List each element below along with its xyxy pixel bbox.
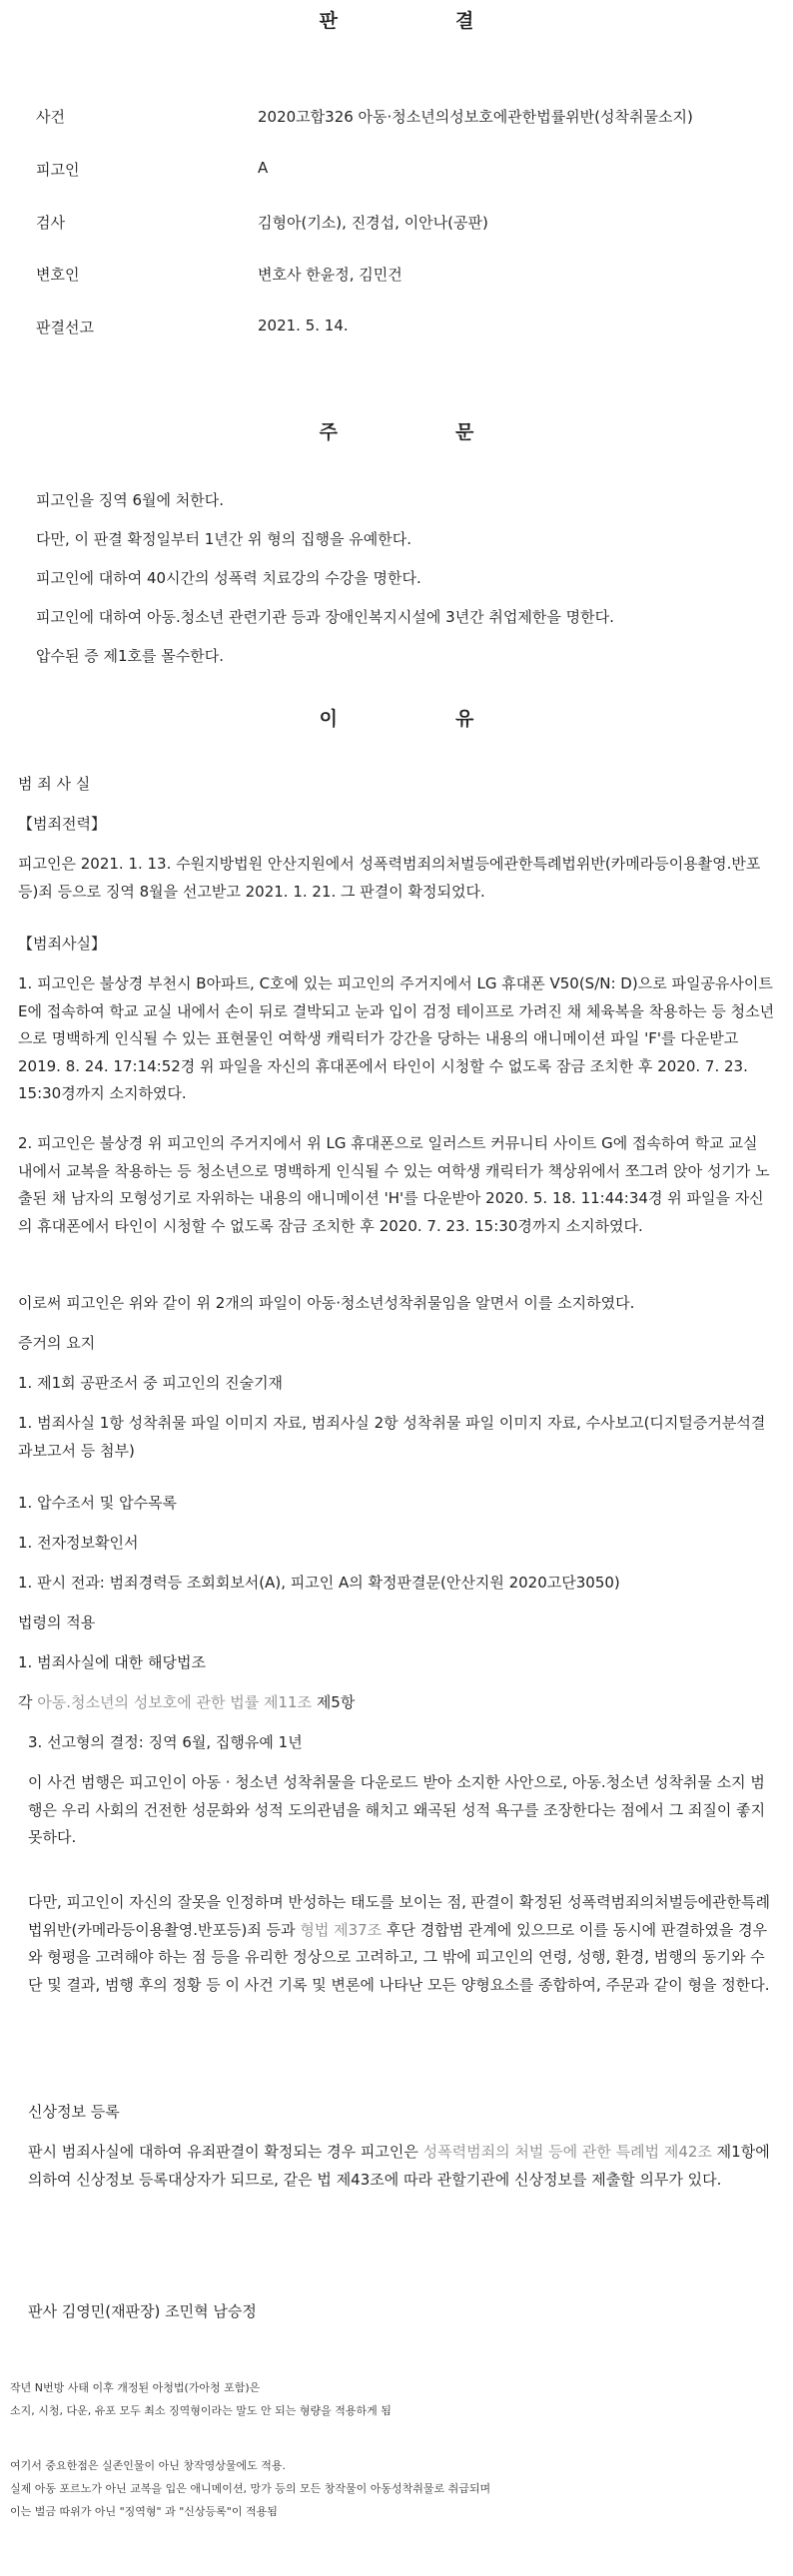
jumun-item: 피고인을 징역 6월에 처한다. — [36, 491, 225, 509]
footnote: 이는 벌금 따위가 아닌 "징역형" 과 "신상등록"이 적용됨 — [10, 2505, 278, 2518]
info-value: 2021. 5. 14. — [258, 317, 349, 334]
law-link[interactable]: 성폭력범죄의 처벌 등에 관한 특례법 제42조 — [422, 2143, 712, 2161]
info-value: 변호사 한윤정, 김민건 — [258, 266, 402, 284]
footnote: 작년 N번방 사태 이후 개정된 아청법(가아청 포함)은 — [10, 2381, 261, 2394]
jumun-item: 피고인에 대하여 아동.청소년 관련기관 등과 장애인복지시설에 3년간 취업제한을 명한다. — [36, 608, 614, 626]
text-fragment: 제5항 — [312, 1693, 356, 1711]
evidence-item: 1. 판시 전과: 범죄경력등 조회회보서(A), 피고인 A의 확정판결문(안산지원 2020고단3050) — [18, 1574, 620, 1592]
text-fragment: 다만, 피고인이 자신의 잘못을 인정하며 반성하는 태도를 보이는 점, 판결이 확정된 성폭력범죄의처벌등에관한특례법위반(카메라등이용촬영.반포등)죄 등과 — [28, 1893, 771, 1939]
paragraph: 이로써 피고인은 위와 같이 위 2개의 파일이 아동·청소년성착취물임을 알면서 이를 소지하였다. — [18, 1294, 635, 1312]
heading-char: 주 — [319, 421, 338, 443]
subsection-label: 【범죄사실】 — [18, 935, 106, 953]
section-label: 법령의 적용 — [18, 1613, 96, 1631]
info-value: 2020고합326 아동·청소년의성보호에관한법률위반(성착취물소지) — [258, 108, 693, 126]
title-char-2: 결 — [455, 10, 474, 32]
title-char-1: 판 — [319, 10, 338, 32]
info-label: 피고인 — [36, 161, 80, 179]
evidence-item: 1. 범죄사실 1항 성착취물 파일 이미지 자료, 범죄사실 2항 성착취물 파일 이미지 자료, 수사보고(디지털증거분석결과보고서 등 첨부) — [18, 1414, 766, 1460]
evidence-item: 1. 제1회 공판조서 중 피고인의 진술기재 — [18, 1374, 284, 1392]
subsection-label: 【범죄전력】 — [18, 815, 106, 833]
jumun-item: 다만, 이 판결 확정일부터 1년간 위 형의 집행을 유예한다. — [36, 530, 412, 548]
heading-char: 유 — [455, 708, 474, 730]
law-provision — [18, 1689, 775, 1717]
paragraph — [28, 2139, 779, 2194]
jumun-item: 피고인에 대하여 40시간의 성폭력 치료강의 수강을 명한다. — [36, 569, 421, 587]
evidence-item: 1. 전자정보확인서 — [18, 1534, 139, 1552]
section-label: 신상정보 등록 — [28, 2103, 120, 2121]
paragraph: 1. 피고인은 불상경 부천시 B아파트, C호에 있는 피고인의 주거지에서 LG 휴대폰 V50(S/N: D)으로 파일공유사이트 E에 접속하여 학교 교실 내에서 손이 뒤로 결박되고 눈과 입이 검정 테이프로 가려진 채 체육복을 착용하는 등 청소년으로 명백하게 인식될 수 있는 표현물인 여학생 캐릭터가 강간을 당하는 내용의 애니메이션 파일 'F'를 다운받고 2019. 8. 24. 17:14:52경 위 파일을 자신의 휴대폰에서 타인이 시청할 수 없도록 잠금 조치한 후 2020. 7. 23. 15:30경까지 소지하였다. — [18, 974, 775, 1102]
paragraph: 2. 피고인은 불상경 위 피고인의 주거지에서 위 LG 휴대폰으로 일러스트 커뮤니티 사이트 G에 접속하여 학교 교실 내에서 교복을 착용하는 등 청소년으로 명백하게 인식될 수 있는 여학생 캐릭터가 책상위에서 쪼그려 앉아 성기가 노출된 채 남자의 모형성기로 자위하는 내용의 애니메이션 'H'를 다운받아 2020. 5. 18. 11:44:34경 위 파일을 자신의 휴대폰에서 타인이 시청할 수 없도록 잠금 조치한 후 2020. 7. 23. 15:30경까지 소지하였다. — [18, 1134, 770, 1235]
heading-char: 문 — [455, 421, 474, 443]
text-fragment: 각 — [18, 1693, 38, 1711]
info-label: 사건 — [36, 108, 65, 126]
evidence-item: 1. 압수조서 및 압수목록 — [18, 1494, 178, 1512]
info-label: 검사 — [36, 214, 65, 232]
heading-char: 이 — [319, 708, 338, 730]
document-title — [0, 6, 793, 33]
law-item: 1. 범죄사실에 대한 해당법조 — [18, 1653, 207, 1671]
info-value: A — [258, 159, 269, 177]
jumun-heading — [0, 417, 793, 444]
paragraph: 이 사건 범행은 피고인이 아동 · 청소년 성착취물을 다운로드 받아 소지한 사안으로, 아동.청소년 성착취물 소지 범행은 우리 사회의 건전한 성문화와 성적 도의관념을 해치고 왜곡된 성적 욕구를 조장한다는 점에서 그 죄질이 좋지 못하다. — [28, 1773, 766, 1846]
footnote: 소지, 시청, 다운, 유포 모두 최소 징역형이라는 말도 안 되는 형량을 적용하게 됨 — [10, 2404, 392, 2417]
text-fragment: 판시 범죄사실에 대하여 유죄판결이 확정되는 경우 피고인은 — [28, 2143, 423, 2161]
text-fragment: 후단 경합범 관계에 있으므로 이를 동시에 판결하였을 경우와 형평을 고려해야 하는 점 등을 유리한 정상으로 고려하고, 그 밖에 피고인의 연령, 성행, 환경, 범행의 동기와 수단 및 결과, 범행 후의 정황 등 이 사건 기록 및 변론에 나타난 모든 양형요소를 종합하여, 주문과 같이 형을 정한다. — [28, 1920, 770, 1994]
section-label: 증거의 요지 — [18, 1334, 96, 1352]
section-label: 범 죄 사 실 — [18, 775, 91, 793]
footnote: 실제 아동 포르노가 아닌 교복을 입은 애니메이션, 망가 등의 모든 창작물이 아동성착취물로 취급되며 — [10, 2482, 491, 2495]
info-label: 변호인 — [36, 266, 80, 284]
footnote: 여기서 중요한점은 실존인물이 아닌 창작영상물에도 적용. — [10, 2459, 287, 2472]
law-link[interactable]: 형법 제37조 — [300, 1920, 383, 1939]
paragraph: 피고인은 2021. 1. 13. 수원지방법원 안산지원에서 성폭력범죄의처벌등에관한특례법위반(카메라등이용촬영.반포등)죄 등으로 징역 8월을 선고받고 2021. 1. 21. 그 판결이 확정되었다. — [18, 855, 761, 901]
jumun-item: 압수된 증 제1호를 몰수한다. — [36, 647, 225, 665]
judges-signature: 판사 김영민(재판장) 조민혁 남승정 — [28, 2302, 257, 2320]
paragraph — [28, 1889, 779, 1999]
sentence-decision: 3. 선고형의 결정: 징역 6월, 집행유예 1년 — [28, 1733, 303, 1751]
text-fragment: 제1항에 의하여 신상정보 등록대상자가 되므로, 같은 법 제43조에 따라 관할기관에 신상정보를 제출할 의무가 있다. — [28, 2143, 770, 2189]
info-label: 판결선고 — [36, 319, 94, 336]
law-link[interactable]: 아동.청소년의 성보호에 관한 법률 제11조 — [37, 1693, 313, 1711]
iyu-heading — [0, 704, 793, 731]
info-value: 김형아(기소), 진경섭, 이안나(공판) — [258, 214, 488, 232]
